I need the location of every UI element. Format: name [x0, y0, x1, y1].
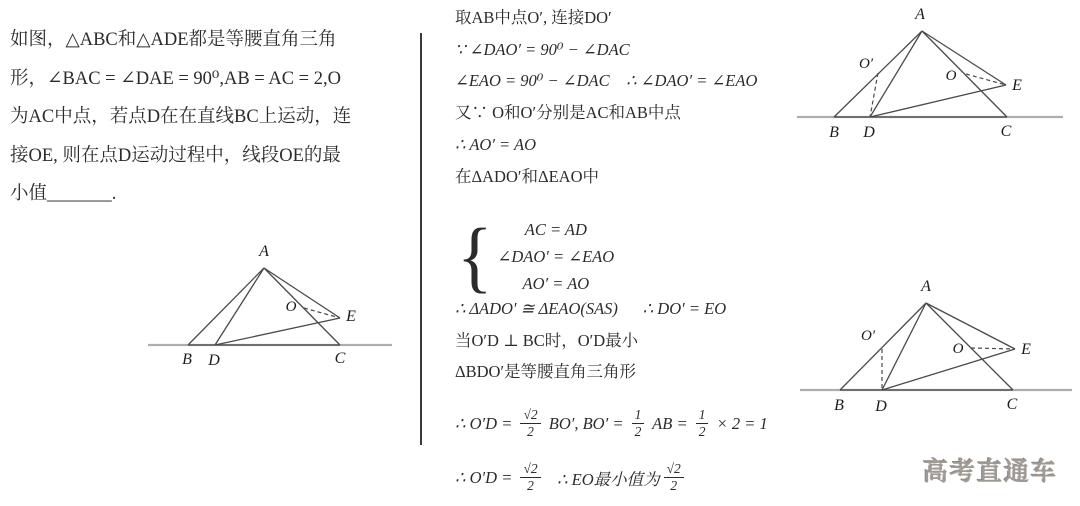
formula-text: ∴ EO最小值为	[544, 469, 660, 489]
fraction-denominator: 2	[634, 424, 642, 439]
point-label-O-prime: O′	[860, 328, 876, 344]
formula-text: ∴ O′D =	[455, 467, 517, 487]
formula-text: × 2 = 1	[712, 413, 768, 433]
segment-OE-dashed	[966, 74, 1006, 85]
point-label-B: B	[834, 397, 844, 414]
fraction-denominator: 2	[527, 478, 534, 493]
solution-line: 又∵ O和O′分别是AC和AB中点	[455, 103, 681, 123]
fraction-numerator: √2	[520, 461, 540, 478]
system-brace: {	[457, 212, 493, 301]
fraction-numerator: √2	[664, 461, 684, 478]
problem-line: 小值_______.	[10, 184, 117, 205]
point-label-B: B	[182, 351, 192, 368]
column-divider	[420, 33, 422, 445]
fraction-denominator: 2	[670, 478, 678, 493]
point-label-D: D	[863, 124, 875, 141]
point-label-C: C	[334, 350, 346, 367]
fraction	[520, 407, 540, 440]
fraction-denominator: 2	[527, 424, 534, 439]
fraction-denominator: 2	[698, 424, 706, 439]
segment-AE	[264, 268, 340, 318]
point-label-D: D	[875, 398, 887, 415]
watermark: 高考直通车	[922, 458, 1058, 486]
point-label-A: A	[915, 6, 925, 23]
figure-top-right	[790, 0, 1080, 150]
solution-line: 取AB中点O′, 连接DO′	[455, 8, 612, 27]
figure-problem	[140, 240, 410, 372]
formula-text: ∴ O′D =	[455, 413, 517, 433]
system-equation: AC = AD	[524, 220, 587, 239]
solution-line: ∴ AO′ = AO	[455, 134, 537, 154]
problem-line: 为AC中点，若点D在在直线BC上运动，连	[10, 107, 352, 128]
problem-line: 如图，△ABC和△ADE都是等腰直角三角	[10, 30, 337, 50]
point-label-C: C	[1000, 123, 1012, 140]
formula-text: BO′, BO′ =	[544, 413, 628, 433]
formula-text: AB =	[648, 413, 692, 433]
system-equations	[498, 216, 615, 297]
fraction	[664, 461, 684, 494]
solution-line: 当O′D ⊥ BC时，O′D最小	[455, 330, 639, 350]
solution-line: ∵ ∠DAO′ = 90⁰ − ∠DAC	[455, 39, 630, 59]
point-label-D: D	[208, 352, 220, 369]
segment-AE	[922, 31, 1006, 85]
problem-line: 形，∠BAC = ∠DAE = 90⁰,AB = AC = 2,O	[10, 68, 341, 89]
fraction-numerator: 1	[696, 407, 709, 424]
segment-AE	[926, 303, 1015, 349]
segment-AC	[926, 303, 1013, 390]
point-label-O: O	[285, 299, 297, 315]
point-label-O: O	[952, 341, 964, 357]
point-label-A: A	[921, 278, 931, 295]
solution-steps-upper	[455, 2, 757, 192]
formula-od-bo	[455, 407, 768, 440]
segment-DE	[882, 349, 1015, 390]
segment-OE-dashed	[304, 308, 340, 318]
segment-DE	[215, 318, 340, 345]
segment-AC	[922, 31, 1007, 117]
equation-system	[457, 212, 615, 301]
fraction	[520, 461, 540, 494]
solution-line: ΔBDO′是等腰直角三角形	[455, 362, 637, 382]
solution-steps-lower	[455, 293, 726, 388]
formula-eo-min	[455, 461, 688, 494]
segment-DE	[870, 85, 1006, 117]
system-equation: AO′ = AO	[522, 274, 590, 293]
segment-AD	[215, 268, 264, 345]
segment-AC	[264, 268, 340, 345]
point-label-O: O	[945, 68, 957, 84]
point-label-E: E	[346, 308, 356, 325]
problem-line: 接OE, 则在点D运动过程中，线段OE的最	[10, 145, 341, 166]
fraction	[696, 407, 709, 440]
point-label-O-prime: O′	[858, 56, 874, 72]
figure-bottom-right	[790, 272, 1080, 432]
point-label-E: E	[1012, 77, 1022, 94]
segment-AB	[840, 303, 926, 390]
solution-line: ∴ ΔADO′ ≅ ΔEAO(SAS) ∴ DO′ = EO	[455, 299, 727, 318]
solution-line: ∠EAO = 90⁰ − ∠DAC ∴ ∠DAO′ = ∠EAO	[455, 71, 758, 91]
point-label-B: B	[829, 124, 839, 141]
fraction	[632, 407, 645, 440]
point-label-A: A	[259, 243, 269, 260]
problem-statement	[10, 21, 351, 214]
fraction-numerator: √2	[520, 407, 540, 424]
system-equation: ∠DAO′ = ∠EAO	[497, 247, 615, 266]
segment-AB	[188, 268, 264, 345]
point-label-E: E	[1021, 341, 1031, 358]
segment-AD	[882, 303, 926, 390]
point-label-C: C	[1006, 396, 1018, 413]
fraction-numerator: 1	[632, 407, 645, 424]
solution-line: 在ΔADO′和ΔEAO中	[455, 166, 599, 186]
segment-OE-dashed	[971, 348, 1015, 349]
